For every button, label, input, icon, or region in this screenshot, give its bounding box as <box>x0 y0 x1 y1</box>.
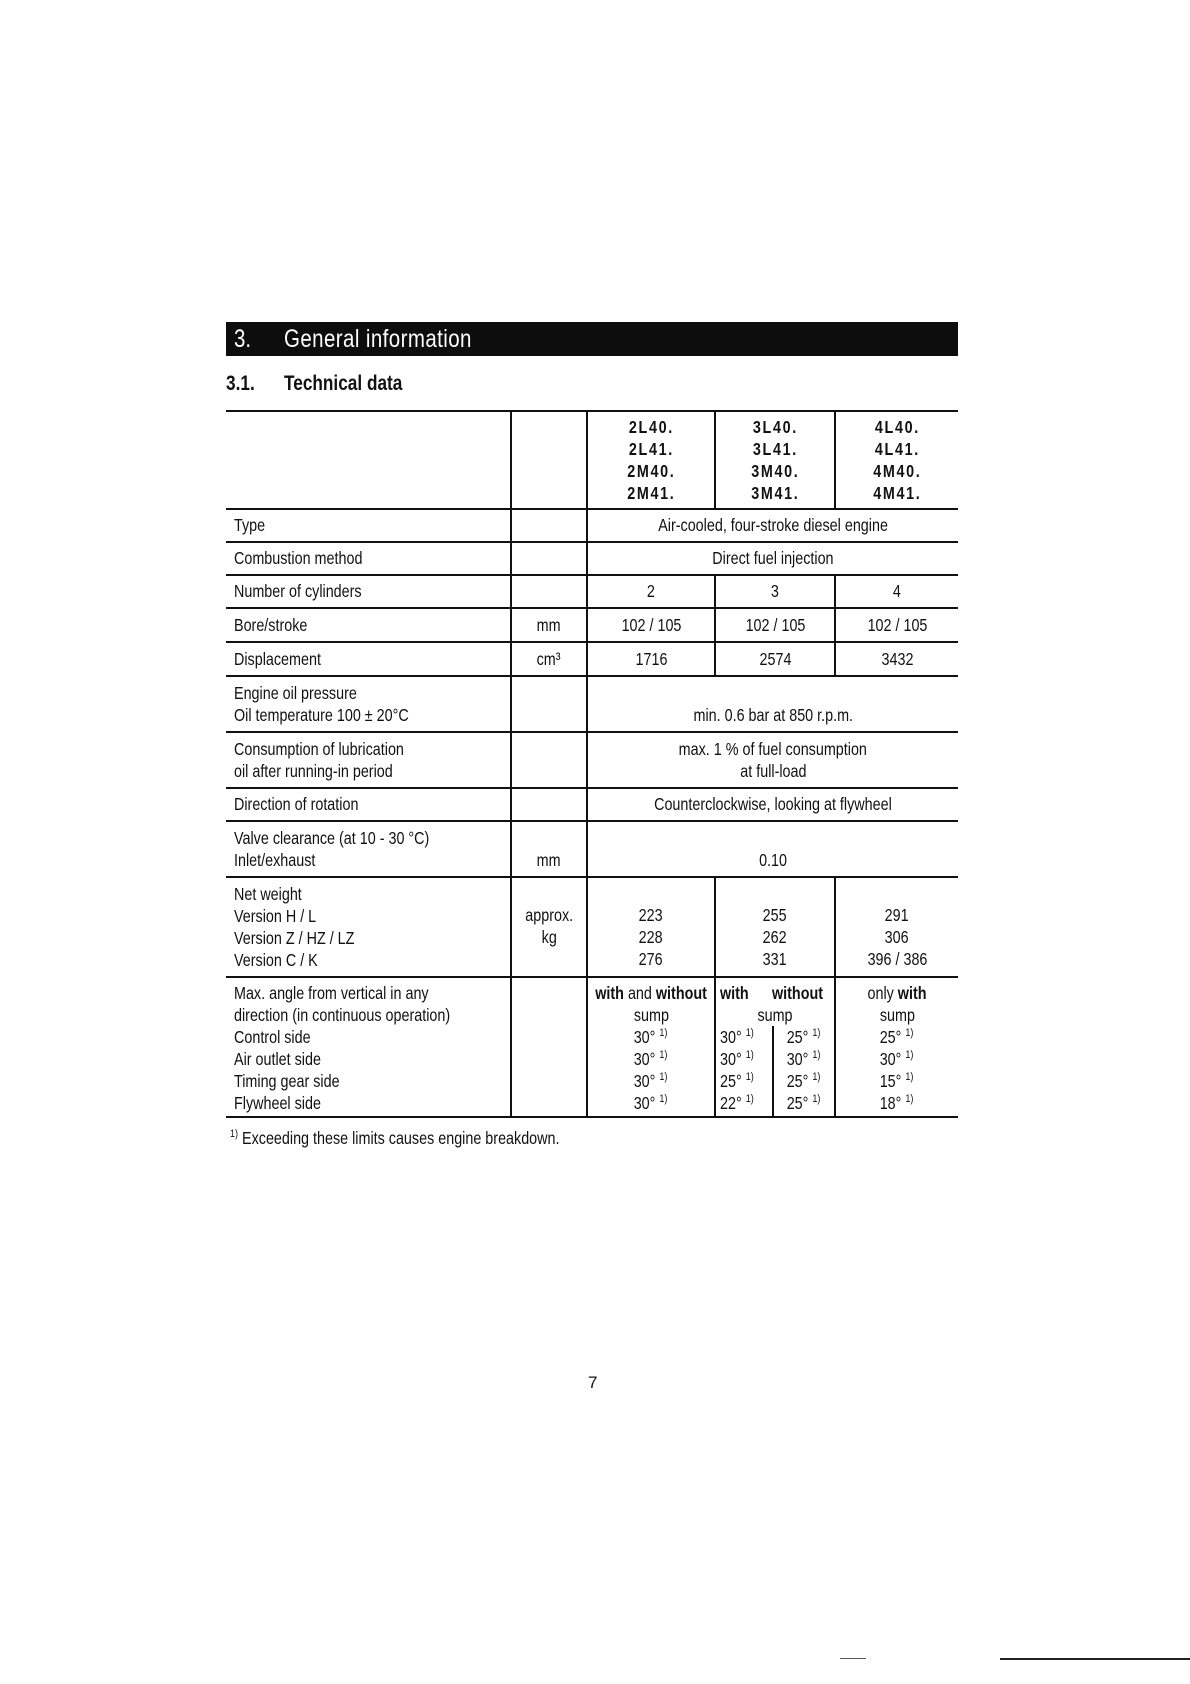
technical-data-table <box>226 410 958 1118</box>
model-column-4cyl: 4L40. 4L41. 4M40. 4M41. <box>834 412 958 508</box>
scan-mark-divider <box>1000 1658 1190 1660</box>
chapter-title: General information <box>284 325 472 353</box>
table-row-type: Type Air-cooled, four-stroke diesel engine <box>226 508 958 541</box>
footnote-mark: 1) <box>230 1128 239 1141</box>
angle-column-4cyl: only with sump 25° $^{1)}$ 30° $^{1)}$ 15° $^{1)}$ 18° $^{1)}$ <box>834 978 958 1116</box>
table-header-row <box>226 410 958 508</box>
table-row-bore-stroke: Bore/stroke mm 102 / 105 102 / 105 102 / 105 <box>226 607 958 641</box>
table-row-combustion-method: Combustion method Direct fuel injection <box>226 541 958 574</box>
table-row-max-angle: Max. angle from vertical in any direction (in continuous operation) Control side Air outlet side Timing gear side Flywheel side with and without sump 30° $^{1)}$ 30° $^{1)}$ 30° $^{1)}$ 30° $^{1)}$ with without sump 30° $^{1)}$ 30° $^{1)}$ 25° $^{1)}$ 22° $^{1)}$ 25° $^{1)}$ 30° $^{1)}$ 25° $^{1)}$ 25° $^{1)}$ only with sump 25° $^{1)}$ 30° $^{1)}$ 15° $^{1)}$ 18° $^{1)}$ <box>226 976 958 1118</box>
section-title: Technical data <box>284 372 403 395</box>
table-row-engine-oil-pressure: Engine oil pressure Oil temperature 100 ± 20°C min. 0.6 bar at 850 r.p.m. <box>226 675 958 731</box>
angle-column-3cyl: with without sump 30° $^{1)}$ 30° $^{1)}$ 25° $^{1)}$ 22° $^{1)}$ 25° $^{1)}$ 30° $^{1)}$ 25° $^{1)}$ 25° $^{1)}$ <box>714 978 834 1116</box>
angle-without-sump: 25° $^{1)}$ 30° $^{1)}$ 25° $^{1)}$ 25° $^{1)}$ <box>772 1026 834 1116</box>
table-row-direction-of-rotation: Direction of rotation Counterclockwise, looking at flywheel <box>226 787 958 820</box>
chapter-number: 3. <box>234 325 252 353</box>
table-row-oil-consumption: Consumption of lubrication oil after running-in period max. 1 % of fuel consumption at full-load <box>226 731 958 787</box>
angle-with-sump: 30° $^{1)}$ 30° $^{1)}$ 25° $^{1)}$ 22° $^{1)}$ <box>720 1027 754 1113</box>
model-column-3cyl: 3L40. 3L41. 3M40. 3M41. <box>714 412 834 508</box>
page-number: 7 <box>588 1373 598 1392</box>
table-row-number-of-cylinders: Number of cylinders 2 3 4 <box>226 574 958 607</box>
table-row-net-weight: Net weight Version H / L Version Z / HZ / LZ Version C / K approx. kg 223 228 276 255 262 331 291 306 396 / 386 <box>226 876 958 976</box>
table-row-valve-clearance: Valve clearance (at 10 - 30 °C) Inlet/exhaust mm 0.10 <box>226 820 958 876</box>
footnote-text: Exceeding these limits causes engine breakdown. <box>242 1128 560 1148</box>
scan-mark-divider <box>840 1658 866 1659</box>
section-number: 3.1. <box>226 372 255 395</box>
angle-column-2cyl: with and without sump 30° $^{1)}$ 30° $^{1)}$ 30° $^{1)}$ 30° $^{1)}$ <box>586 978 714 1116</box>
chapter-heading <box>226 322 958 356</box>
table-row-displacement: Displacement cm³ 1716 2574 3432 <box>226 641 958 675</box>
model-column-2cyl: 2L40. 2L41. 2M40. 2M41. <box>586 412 714 508</box>
footnote <box>230 1128 632 1149</box>
